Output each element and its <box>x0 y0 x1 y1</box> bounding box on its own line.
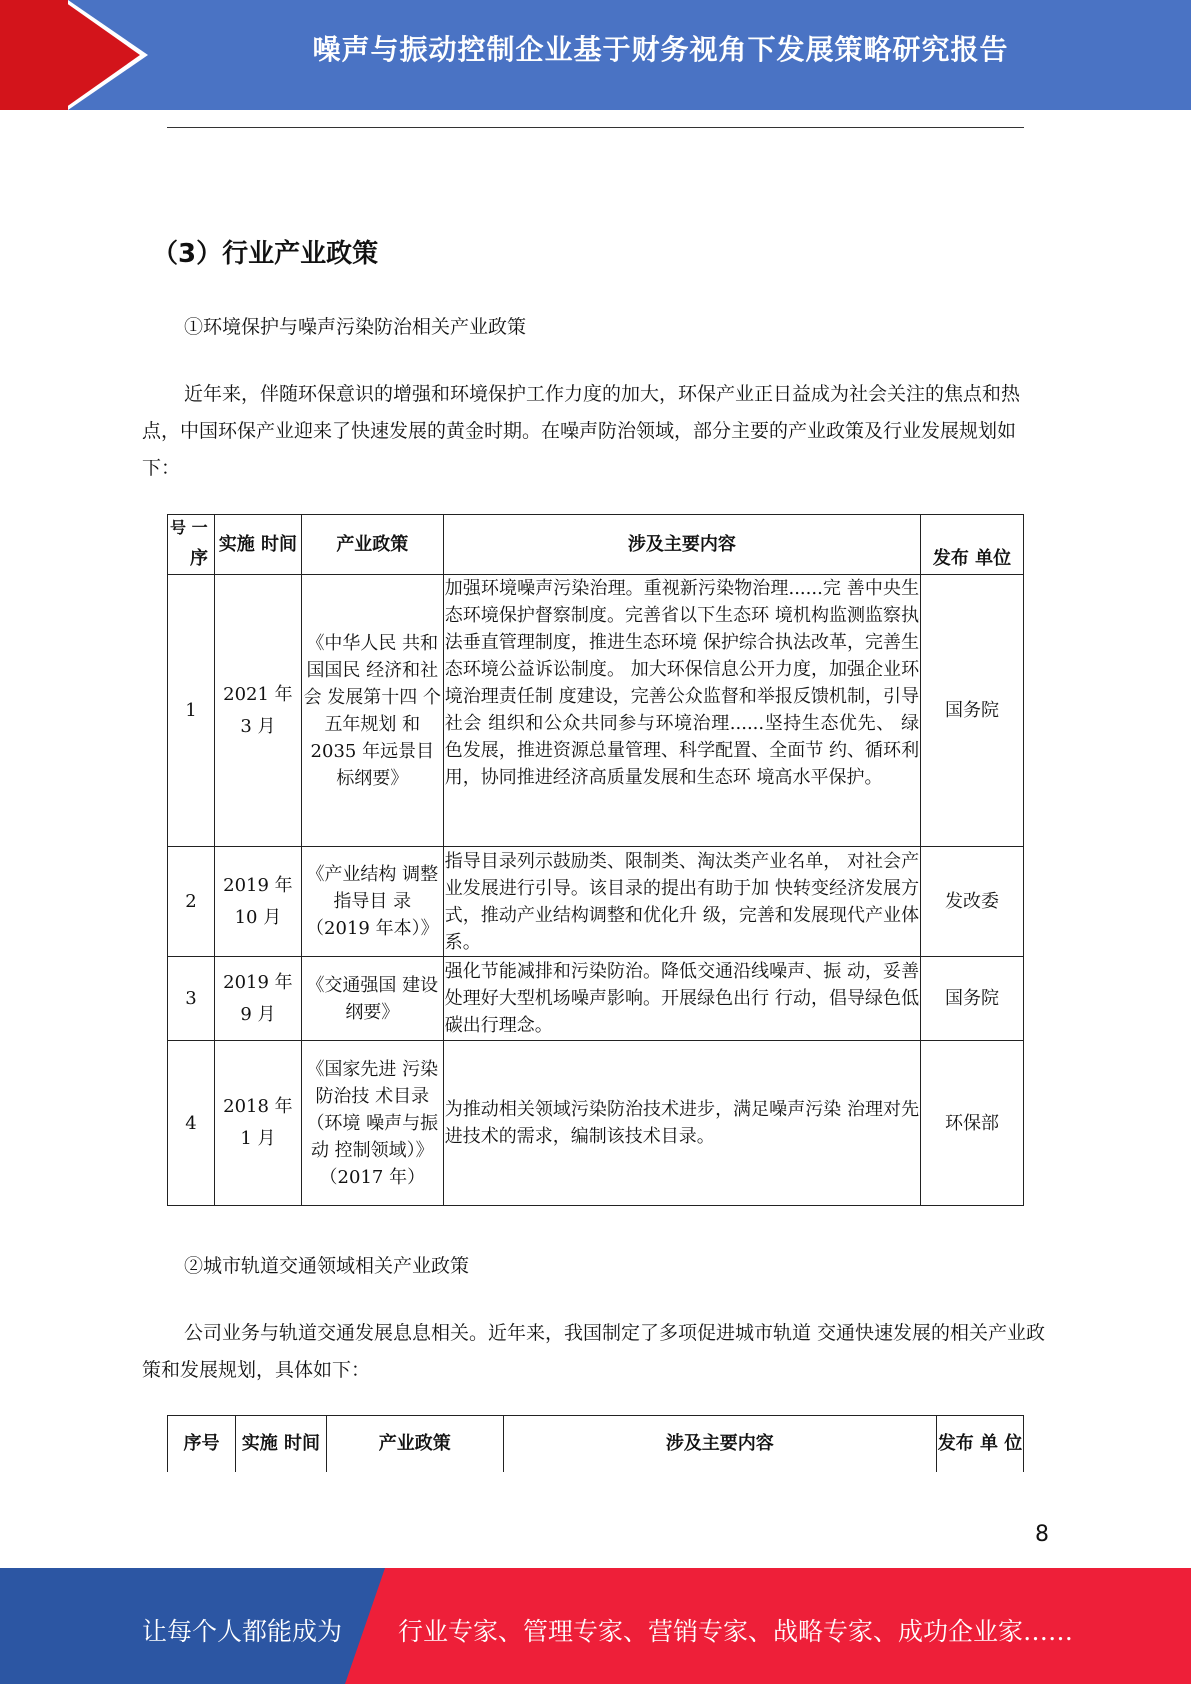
cell-seq: 1 <box>168 575 215 847</box>
page-header <box>0 0 1191 110</box>
cell-issuer: 环保部 <box>921 1041 1024 1206</box>
paragraph-1: 近年来，伴随环保意识的增强和环境保护工作力度的加大，环保产业正日益成为社会关注的焦点和热点，中国环保产业迎来了快速发展的黄金时期。在噪声防治领域，部分主要的产业政策及行业发展规划如下： <box>142 383 1021 479</box>
page-number: 8 <box>1035 1522 1049 1547</box>
col-header-time: 实施 时间 <box>235 1416 326 1472</box>
footer-slogan-right: 行业专家、管理专家、营销专家、战略专家、成功企业家…… <box>398 1617 1074 1646</box>
subsection-title-2: ②城市轨道交通领域相关产业政策 <box>184 1255 470 1277</box>
page-footer <box>0 1568 1191 1684</box>
cell-content: 加强环境噪声污染治理。重视新污染物治理......完 善中央生态环境保护督察制度。完善省以下生态环 境机构监测监察执法垂直管理制度，推进生态环境 保护综合执法改革，完善生态环境公益诉讼制度。 加大环保信息公开力度，加强企业环境治理责任制 度建设，完善公众监督和举报反馈机制，引导社会 组织和公众共同参与环境治理......坚持生态优先、 绿色发展，推进资源总量管理、科学配置、全面节 约、循环利用，协同推进经济高质量发展和生态环 境高水平保护。 <box>443 575 920 847</box>
cell-policy: 《国家先进 污染防治技 术目录（环境 噪声与振动 控制领域）》（2017 年） <box>301 1041 443 1206</box>
cell-time: 2018 年 1 月 <box>214 1041 301 1206</box>
cell-seq: 2 <box>168 847 215 957</box>
header-red-block <box>0 0 68 110</box>
cell-policy: 《交通强国 建设纲要》 <box>301 957 443 1041</box>
section-title: （3）行业产业政策 <box>152 239 379 269</box>
table-row <box>168 847 1024 957</box>
cell-content: 为推动相关领域污染防治技术进步，满足噪声污染 治理对先进技术的需求，编制该技术目录。 <box>443 1041 920 1206</box>
cell-time: 2019 年 9 月 <box>214 957 301 1041</box>
col-header-policy: 产业政策 <box>301 515 443 575</box>
cell-content: 强化节能减排和污染防治。降低交通沿线噪声、振 动，妥善处理好大型机场噪声影响。开展绿色出行 行动，倡导绿色低碳出行理念。 <box>443 957 920 1041</box>
table-row <box>168 575 1024 847</box>
cell-issuer: 国务院 <box>921 957 1024 1041</box>
col-header-content: 涉及主要内容 <box>503 1416 936 1472</box>
table-row <box>168 1041 1024 1206</box>
seq-header-bottom: 序 <box>189 548 208 569</box>
cell-issuer: 国务院 <box>921 575 1024 847</box>
footer-slogan-left: 让每个人都能成为 <box>142 1617 343 1646</box>
table-header-row <box>168 1416 1024 1472</box>
col-header-issuer: 发布 单位 <box>921 515 1024 575</box>
col-header-seq: 序号 <box>168 1416 236 1472</box>
col-header-content: 涉及主要内容 <box>443 515 920 575</box>
cell-policy: 《中华人民 共和国国民 经济和社会 发展第十四 个五年规划 和 2035 年远景目标纲要》 <box>301 575 443 847</box>
subsection-title-1: ①环境保护与噪声污染防治相关产业政策 <box>184 316 527 338</box>
seq-header-top: 号 一 <box>170 518 208 537</box>
cell-content: 指导目录列示鼓励类、限制类、淘汰类产业名单， 对社会产业发展进行引导。该目录的提出有助于加 快转变经济发展方式，推动产业结构调整和优化升 级，完善和发展现代产业体系。 <box>443 847 920 957</box>
policy-table-2 <box>167 1415 1024 1472</box>
header-chevron-inner-icon <box>62 0 140 110</box>
cell-policy: 《产业结构 调整指导目 录（2019 年本）》 <box>301 847 443 957</box>
table-header-row <box>168 515 1024 575</box>
col-header-issuer: 发布 单 位 <box>937 1416 1024 1472</box>
header-divider <box>167 127 1024 128</box>
cell-seq: 4 <box>168 1041 215 1206</box>
col-header-policy: 产业政策 <box>326 1416 503 1472</box>
header-title: 噪声与振动控制企业基于财务视角下发展策略研究报告 <box>312 33 1009 66</box>
col-header-time: 实施 时间 <box>214 515 301 575</box>
col-header-seq <box>168 515 215 575</box>
footer-slant-icon <box>345 1568 385 1684</box>
cell-time: 2021 年 3 月 <box>214 575 301 847</box>
table-row <box>168 957 1024 1041</box>
paragraph-2: 公司业务与轨道交通发展息息相关。近年来，我国制定了多项促进城市轨道 交通快速发展的相关产业政策和发展规划，具体如下： <box>142 1322 1046 1381</box>
cell-issuer: 发改委 <box>921 847 1024 957</box>
cell-time: 2019 年 10 月 <box>214 847 301 957</box>
policy-table-1 <box>167 514 1024 1206</box>
cell-seq: 3 <box>168 957 215 1041</box>
